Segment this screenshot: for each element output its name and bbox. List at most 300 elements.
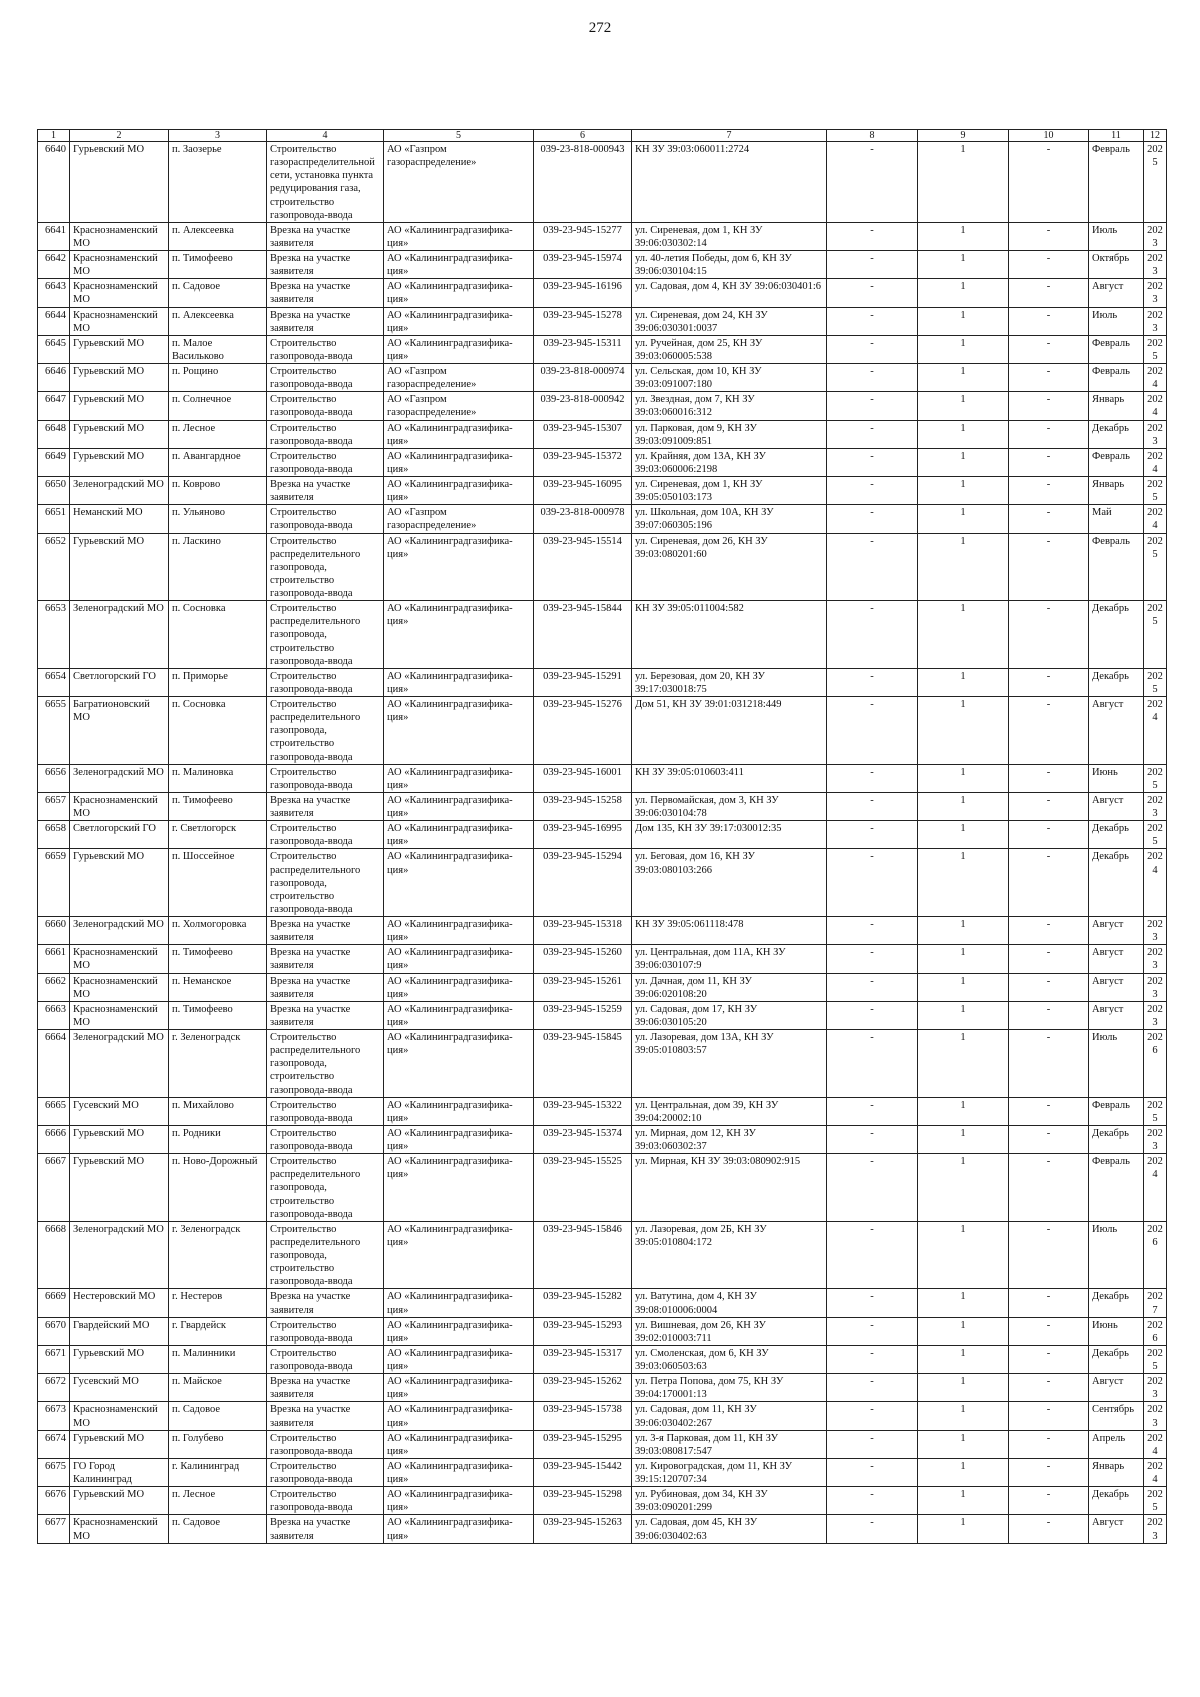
organization-cell: АО «Калининградгазифика-ция» xyxy=(384,792,534,820)
address-cell: ул. Крайняя, дом 13А, КН ЗУ 39:03:060006:2198 xyxy=(632,448,827,476)
locality-cell: п. Сосновка xyxy=(169,697,267,765)
address-cell: ул. Вишневая, дом 26, КН ЗУ 39:02:010003:711 xyxy=(632,1317,827,1345)
year-cell: 2023 xyxy=(1144,279,1167,307)
organization-cell: АО «Калининградгазифика-ция» xyxy=(384,1221,534,1289)
application-code-cell: 039-23-945-15298 xyxy=(534,1487,632,1515)
work-type-cell: Врезка на участке заявителя xyxy=(267,945,384,973)
row-number-cell: 6653 xyxy=(38,601,70,669)
organization-cell: АО «Калининградгазифика-ция» xyxy=(384,307,534,335)
table-row xyxy=(38,279,1167,307)
address-cell: ул. Сиреневая, дом 1, КН ЗУ 39:06:030302:14 xyxy=(632,222,827,250)
year-cell: 2023 xyxy=(1144,420,1167,448)
table-row xyxy=(38,973,1167,1001)
work-type-cell: Врезка на участке заявителя xyxy=(267,307,384,335)
row-number-cell: 6650 xyxy=(38,477,70,505)
col8-cell: - xyxy=(827,1221,918,1289)
address-cell: КН ЗУ 39:03:060011:2724 xyxy=(632,142,827,223)
row-number-cell: 6674 xyxy=(38,1430,70,1458)
row-number-cell: 6662 xyxy=(38,973,70,1001)
row-number-cell: 6649 xyxy=(38,448,70,476)
locality-cell: п. Тимофеево xyxy=(169,251,267,279)
col9-cell: 1 xyxy=(918,697,1009,765)
col8-cell: - xyxy=(827,251,918,279)
table-row xyxy=(38,1221,1167,1289)
year-cell: 2025 xyxy=(1144,533,1167,601)
table-row xyxy=(38,1374,1167,1402)
application-code-cell: 039-23-945-15258 xyxy=(534,792,632,820)
header-col-10: 10 xyxy=(1009,130,1089,142)
table-row xyxy=(38,1487,1167,1515)
col9-cell: 1 xyxy=(918,420,1009,448)
col9-cell: 1 xyxy=(918,477,1009,505)
col10-cell: - xyxy=(1009,764,1089,792)
address-cell: ул. Кировоградская, дом 11, КН ЗУ 39:15:120707:34 xyxy=(632,1458,827,1486)
year-cell: 2025 xyxy=(1144,668,1167,696)
row-number-cell: 6671 xyxy=(38,1345,70,1373)
locality-cell: п. Неманское xyxy=(169,973,267,1001)
address-cell: Дом 135, КН ЗУ 39:17:030012:35 xyxy=(632,821,827,849)
municipality-cell: Багратионовский МО xyxy=(70,697,169,765)
col10-cell: - xyxy=(1009,142,1089,223)
col9-cell: 1 xyxy=(918,973,1009,1001)
month-cell: Октябрь xyxy=(1089,251,1144,279)
col8-cell: - xyxy=(827,533,918,601)
col8-cell: - xyxy=(827,364,918,392)
header-row xyxy=(38,130,1167,142)
municipality-cell: Гурьевский МО xyxy=(70,392,169,420)
work-type-cell: Строительство распределительного газопровода, строительство газопровода-ввода xyxy=(267,849,384,917)
application-code-cell: 039-23-945-15282 xyxy=(534,1289,632,1317)
col8-cell: - xyxy=(827,420,918,448)
locality-cell: п. Тимофеево xyxy=(169,945,267,973)
work-type-cell: Строительство газопровода-ввода xyxy=(267,364,384,392)
col9-cell: 1 xyxy=(918,945,1009,973)
col10-cell: - xyxy=(1009,1289,1089,1317)
address-cell: ул. Рубиновая, дом 34, КН ЗУ 39:03:090201:299 xyxy=(632,1487,827,1515)
col9-cell: 1 xyxy=(918,764,1009,792)
municipality-cell: Гурьевский МО xyxy=(70,1430,169,1458)
col10-cell: - xyxy=(1009,1487,1089,1515)
organization-cell: АО «Калининградгазифика-ция» xyxy=(384,1001,534,1029)
col8-cell: - xyxy=(827,392,918,420)
month-cell: Февраль xyxy=(1089,142,1144,223)
table-row xyxy=(38,601,1167,669)
application-code-cell: 039-23-945-15525 xyxy=(534,1154,632,1222)
work-type-cell: Врезка на участке заявителя xyxy=(267,1374,384,1402)
col9-cell: 1 xyxy=(918,1030,1009,1098)
address-cell: ул. Первомайская, дом 3, КН ЗУ 39:06:030104:78 xyxy=(632,792,827,820)
organization-cell: АО «Калининградгазифика-ция» xyxy=(384,697,534,765)
year-cell: 2024 xyxy=(1144,364,1167,392)
col8-cell: - xyxy=(827,917,918,945)
application-code-cell: 039-23-945-15293 xyxy=(534,1317,632,1345)
col8-cell: - xyxy=(827,1154,918,1222)
year-cell: 2023 xyxy=(1144,1001,1167,1029)
organization-cell: АО «Калининградгазифика-ция» xyxy=(384,222,534,250)
locality-cell: п. Лесное xyxy=(169,1487,267,1515)
year-cell: 2023 xyxy=(1144,307,1167,335)
municipality-cell: Гурьевский МО xyxy=(70,849,169,917)
organization-cell: АО «Калининградгазифика-ция» xyxy=(384,945,534,973)
application-code-cell: 039-23-945-15372 xyxy=(534,448,632,476)
locality-cell: п. Тимофеево xyxy=(169,792,267,820)
table-body xyxy=(38,142,1167,1544)
application-code-cell: 039-23-945-15311 xyxy=(534,335,632,363)
organization-cell: АО «Калининградгазифика-ция» xyxy=(384,1458,534,1486)
col10-cell: - xyxy=(1009,533,1089,601)
application-code-cell: 039-23-945-15277 xyxy=(534,222,632,250)
organization-cell: АО «Калининградгазифика-ция» xyxy=(384,448,534,476)
col10-cell: - xyxy=(1009,279,1089,307)
col8-cell: - xyxy=(827,279,918,307)
col9-cell: 1 xyxy=(918,1487,1009,1515)
table-row xyxy=(38,1458,1167,1486)
municipality-cell: Зеленоградский МО xyxy=(70,1221,169,1289)
col10-cell: - xyxy=(1009,222,1089,250)
table-row xyxy=(38,222,1167,250)
application-code-cell: 039-23-945-15844 xyxy=(534,601,632,669)
locality-cell: г. Светлогорск xyxy=(169,821,267,849)
application-code-cell: 039-23-945-15374 xyxy=(534,1125,632,1153)
application-code-cell: 039-23-945-15260 xyxy=(534,945,632,973)
header-col-1: 1 xyxy=(38,130,70,142)
header-col-11: 11 xyxy=(1089,130,1144,142)
year-cell: 2023 xyxy=(1144,251,1167,279)
locality-cell: п. Коврово xyxy=(169,477,267,505)
municipality-cell: Гурьевский МО xyxy=(70,335,169,363)
locality-cell: п. Авангардное xyxy=(169,448,267,476)
col10-cell: - xyxy=(1009,335,1089,363)
register-table xyxy=(37,129,1167,1544)
address-cell: ул. Сиреневая, дом 24, КН ЗУ 39:06:030301:0037 xyxy=(632,307,827,335)
col10-cell: - xyxy=(1009,307,1089,335)
municipality-cell: Гусевский МО xyxy=(70,1374,169,1402)
year-cell: 2026 xyxy=(1144,1030,1167,1098)
row-number-cell: 6647 xyxy=(38,392,70,420)
application-code-cell: 039-23-945-15514 xyxy=(534,533,632,601)
header-col-3: 3 xyxy=(169,130,267,142)
year-cell: 2026 xyxy=(1144,1221,1167,1289)
organization-cell: АО «Калининградгазифика-ция» xyxy=(384,1154,534,1222)
address-cell: ул. Ватутина, дом 4, КН ЗУ 39:08:010006:0004 xyxy=(632,1289,827,1317)
row-number-cell: 6641 xyxy=(38,222,70,250)
locality-cell: п. Ласкино xyxy=(169,533,267,601)
row-number-cell: 6676 xyxy=(38,1487,70,1515)
col9-cell: 1 xyxy=(918,1345,1009,1373)
address-cell: КН ЗУ 39:05:010603:411 xyxy=(632,764,827,792)
col8-cell: - xyxy=(827,697,918,765)
table-row xyxy=(38,1430,1167,1458)
year-cell: 2024 xyxy=(1144,1154,1167,1222)
address-cell: ул. Садовая, дом 45, КН ЗУ 39:06:030402:63 xyxy=(632,1515,827,1543)
col10-cell: - xyxy=(1009,1374,1089,1402)
row-number-cell: 6665 xyxy=(38,1097,70,1125)
municipality-cell: Гурьевский МО xyxy=(70,364,169,392)
work-type-cell: Строительство газопровода-ввода xyxy=(267,1317,384,1345)
col9-cell: 1 xyxy=(918,533,1009,601)
col8-cell: - xyxy=(827,792,918,820)
organization-cell: АО «Калининградгазифика-ция» xyxy=(384,1097,534,1125)
col9-cell: 1 xyxy=(918,821,1009,849)
col9-cell: 1 xyxy=(918,1430,1009,1458)
col8-cell: - xyxy=(827,1317,918,1345)
col10-cell: - xyxy=(1009,477,1089,505)
col8-cell: - xyxy=(827,1374,918,1402)
year-cell: 2023 xyxy=(1144,222,1167,250)
col9-cell: 1 xyxy=(918,307,1009,335)
work-type-cell: Врезка на участке заявителя xyxy=(267,1289,384,1317)
col8-cell: - xyxy=(827,477,918,505)
table-row xyxy=(38,764,1167,792)
organization-cell: АО «Калининградгазифика-ция» xyxy=(384,849,534,917)
page-number: 272 xyxy=(588,20,612,36)
table-row xyxy=(38,917,1167,945)
col8-cell: - xyxy=(827,1515,918,1543)
col8-cell: - xyxy=(827,1289,918,1317)
work-type-cell: Врезка на участке заявителя xyxy=(267,973,384,1001)
month-cell: Февраль xyxy=(1089,1154,1144,1222)
month-cell: Июнь xyxy=(1089,1317,1144,1345)
locality-cell: п. Голубево xyxy=(169,1430,267,1458)
municipality-cell: Зеленоградский МО xyxy=(70,1030,169,1098)
year-cell: 2023 xyxy=(1144,973,1167,1001)
municipality-cell: Краснознаменский МО xyxy=(70,251,169,279)
row-number-cell: 6666 xyxy=(38,1125,70,1153)
locality-cell: г. Гвардейск xyxy=(169,1317,267,1345)
municipality-cell: Светлогорский ГО xyxy=(70,668,169,696)
work-type-cell: Строительство распределительного газопровода, строительство газопровода-ввода xyxy=(267,697,384,765)
row-number-cell: 6645 xyxy=(38,335,70,363)
col9-cell: 1 xyxy=(918,335,1009,363)
application-code-cell: 039-23-945-15974 xyxy=(534,251,632,279)
table-row xyxy=(38,1154,1167,1222)
work-type-cell: Врезка на участке заявителя xyxy=(267,279,384,307)
col9-cell: 1 xyxy=(918,1221,1009,1289)
table-row xyxy=(38,792,1167,820)
col8-cell: - xyxy=(827,142,918,223)
organization-cell: АО «Калининградгазифика-ция» xyxy=(384,1515,534,1543)
table-row xyxy=(38,392,1167,420)
month-cell: Декабрь xyxy=(1089,1487,1144,1515)
row-number-cell: 6656 xyxy=(38,764,70,792)
table-row xyxy=(38,821,1167,849)
col10-cell: - xyxy=(1009,1345,1089,1373)
month-cell: Январь xyxy=(1089,392,1144,420)
col8-cell: - xyxy=(827,1030,918,1098)
col8-cell: - xyxy=(827,1125,918,1153)
header-col-6: 6 xyxy=(534,130,632,142)
work-type-cell: Строительство распределительного газопровода, строительство газопровода-ввода xyxy=(267,1221,384,1289)
organization-cell: АО «Газпром газораспределение» xyxy=(384,142,534,223)
header-col-12: 12 xyxy=(1144,130,1167,142)
work-type-cell: Строительство газопровода-ввода xyxy=(267,335,384,363)
row-number-cell: 6642 xyxy=(38,251,70,279)
application-code-cell: 039-23-945-15846 xyxy=(534,1221,632,1289)
col9-cell: 1 xyxy=(918,1154,1009,1222)
application-code-cell: 039-23-945-16095 xyxy=(534,477,632,505)
year-cell: 2024 xyxy=(1144,448,1167,476)
col9-cell: 1 xyxy=(918,392,1009,420)
application-code-cell: 039-23-945-15259 xyxy=(534,1001,632,1029)
address-cell: ул. Садовая, дом 4, КН ЗУ 39:06:030401:6 xyxy=(632,279,827,307)
address-cell: ул. Березовая, дом 20, КН ЗУ 39:17:030018:75 xyxy=(632,668,827,696)
table-row xyxy=(38,142,1167,223)
table-row xyxy=(38,849,1167,917)
col10-cell: - xyxy=(1009,601,1089,669)
month-cell: Июнь xyxy=(1089,764,1144,792)
col10-cell: - xyxy=(1009,821,1089,849)
locality-cell: п. Лесное xyxy=(169,420,267,448)
col9-cell: 1 xyxy=(918,1374,1009,1402)
year-cell: 2023 xyxy=(1144,945,1167,973)
work-type-cell: Врезка на участке заявителя xyxy=(267,251,384,279)
table-row xyxy=(38,1345,1167,1373)
municipality-cell: Гвардейский МО xyxy=(70,1317,169,1345)
address-cell: ул. 3-я Парковая, дом 11, КН ЗУ 39:03:080817:547 xyxy=(632,1430,827,1458)
month-cell: Май xyxy=(1089,505,1144,533)
year-cell: 2026 xyxy=(1144,1317,1167,1345)
row-number-cell: 6664 xyxy=(38,1030,70,1098)
locality-cell: г. Нестеров xyxy=(169,1289,267,1317)
organization-cell: АО «Калининградгазифика-ция» xyxy=(384,1487,534,1515)
col9-cell: 1 xyxy=(918,601,1009,669)
header-col-4: 4 xyxy=(267,130,384,142)
row-number-cell: 6661 xyxy=(38,945,70,973)
municipality-cell: Краснознаменский МО xyxy=(70,279,169,307)
year-cell: 2025 xyxy=(1144,142,1167,223)
organization-cell: АО «Калининградгазифика-ция» xyxy=(384,973,534,1001)
col9-cell: 1 xyxy=(918,1317,1009,1345)
col9-cell: 1 xyxy=(918,222,1009,250)
locality-cell: п. Садовое xyxy=(169,279,267,307)
address-cell: ул. Беговая, дом 16, КН ЗУ 39:03:080103:266 xyxy=(632,849,827,917)
col9-cell: 1 xyxy=(918,792,1009,820)
year-cell: 2023 xyxy=(1144,1515,1167,1543)
month-cell: Февраль xyxy=(1089,1097,1144,1125)
header-col-2: 2 xyxy=(70,130,169,142)
col10-cell: - xyxy=(1009,1097,1089,1125)
col10-cell: - xyxy=(1009,1125,1089,1153)
application-code-cell: 039-23-945-16196 xyxy=(534,279,632,307)
organization-cell: АО «Калининградгазифика-ция» xyxy=(384,1430,534,1458)
month-cell: Декабрь xyxy=(1089,668,1144,696)
organization-cell: АО «Калининградгазифика-ция» xyxy=(384,477,534,505)
month-cell: Февраль xyxy=(1089,335,1144,363)
work-type-cell: Строительство газораспределительной сети, установка пункта редуцирования газа, строительство газопровода-ввода xyxy=(267,142,384,223)
col10-cell: - xyxy=(1009,668,1089,696)
table-row xyxy=(38,251,1167,279)
municipality-cell: Гурьевский МО xyxy=(70,1345,169,1373)
table-row xyxy=(38,1097,1167,1125)
month-cell: Декабрь xyxy=(1089,420,1144,448)
application-code-cell: 039-23-945-15294 xyxy=(534,849,632,917)
col8-cell: - xyxy=(827,1487,918,1515)
address-cell: ул. Школьная, дом 10А, КН ЗУ 39:07:060305:196 xyxy=(632,505,827,533)
application-code-cell: 039-23-818-000974 xyxy=(534,364,632,392)
address-cell: ул. Садовая, дом 17, КН ЗУ 39:06:030105:20 xyxy=(632,1001,827,1029)
address-cell: ул. Мирная, КН ЗУ 39:03:080902:915 xyxy=(632,1154,827,1222)
col10-cell: - xyxy=(1009,448,1089,476)
municipality-cell: Зеленоградский МО xyxy=(70,917,169,945)
col8-cell: - xyxy=(827,1345,918,1373)
row-number-cell: 6655 xyxy=(38,697,70,765)
row-number-cell: 6643 xyxy=(38,279,70,307)
col10-cell: - xyxy=(1009,1515,1089,1543)
col8-cell: - xyxy=(827,448,918,476)
month-cell: Август xyxy=(1089,1374,1144,1402)
locality-cell: г. Зеленоградск xyxy=(169,1030,267,1098)
year-cell: 2024 xyxy=(1144,1430,1167,1458)
municipality-cell: ГО Город Калининград xyxy=(70,1458,169,1486)
locality-cell: п. Малинники xyxy=(169,1345,267,1373)
organization-cell: АО «Калининградгазифика-ция» xyxy=(384,1289,534,1317)
month-cell: Январь xyxy=(1089,1458,1144,1486)
row-number-cell: 6672 xyxy=(38,1374,70,1402)
col8-cell: - xyxy=(827,601,918,669)
row-number-cell: 6644 xyxy=(38,307,70,335)
year-cell: 2024 xyxy=(1144,697,1167,765)
application-code-cell: 039-23-945-15442 xyxy=(534,1458,632,1486)
col8-cell: - xyxy=(827,1097,918,1125)
organization-cell: АО «Калининградгазифика-ция» xyxy=(384,251,534,279)
header-col-9: 9 xyxy=(918,130,1009,142)
col10-cell: - xyxy=(1009,1317,1089,1345)
table-row xyxy=(38,1402,1167,1430)
application-code-cell: 039-23-818-000943 xyxy=(534,142,632,223)
municipality-cell: Гурьевский МО xyxy=(70,1154,169,1222)
col10-cell: - xyxy=(1009,251,1089,279)
table-row xyxy=(38,1289,1167,1317)
municipality-cell: Зеленоградский МО xyxy=(70,601,169,669)
municipality-cell: Гусевский МО xyxy=(70,1097,169,1125)
col8-cell: - xyxy=(827,1430,918,1458)
month-cell: Август xyxy=(1089,917,1144,945)
table-row xyxy=(38,1001,1167,1029)
work-type-cell: Врезка на участке заявителя xyxy=(267,477,384,505)
col10-cell: - xyxy=(1009,1001,1089,1029)
month-cell: Февраль xyxy=(1089,364,1144,392)
year-cell: 2025 xyxy=(1144,1097,1167,1125)
col9-cell: 1 xyxy=(918,1097,1009,1125)
header-col-5: 5 xyxy=(384,130,534,142)
work-type-cell: Врезка на участке заявителя xyxy=(267,1001,384,1029)
municipality-cell: Гурьевский МО xyxy=(70,142,169,223)
col10-cell: - xyxy=(1009,1030,1089,1098)
organization-cell: АО «Калининградгазифика-ция» xyxy=(384,279,534,307)
col9-cell: 1 xyxy=(918,917,1009,945)
locality-cell: п. Шоссейное xyxy=(169,849,267,917)
locality-cell: п. Садовое xyxy=(169,1515,267,1543)
year-cell: 2025 xyxy=(1144,764,1167,792)
locality-cell: г. Зеленоградск xyxy=(169,1221,267,1289)
col8-cell: - xyxy=(827,849,918,917)
row-number-cell: 6654 xyxy=(38,668,70,696)
year-cell: 2023 xyxy=(1144,1402,1167,1430)
table-row xyxy=(38,533,1167,601)
locality-cell: п. Заозерье xyxy=(169,142,267,223)
application-code-cell: 039-23-945-15318 xyxy=(534,917,632,945)
table-row xyxy=(38,1515,1167,1543)
municipality-cell: Зеленоградский МО xyxy=(70,477,169,505)
organization-cell: АО «Калининградгазифика-ция» xyxy=(384,917,534,945)
locality-cell: п. Тимофеево xyxy=(169,1001,267,1029)
table-row xyxy=(38,420,1167,448)
municipality-cell: Гурьевский МО xyxy=(70,1487,169,1515)
month-cell: Июль xyxy=(1089,222,1144,250)
municipality-cell: Краснознаменский МО xyxy=(70,307,169,335)
col9-cell: 1 xyxy=(918,1125,1009,1153)
col10-cell: - xyxy=(1009,420,1089,448)
